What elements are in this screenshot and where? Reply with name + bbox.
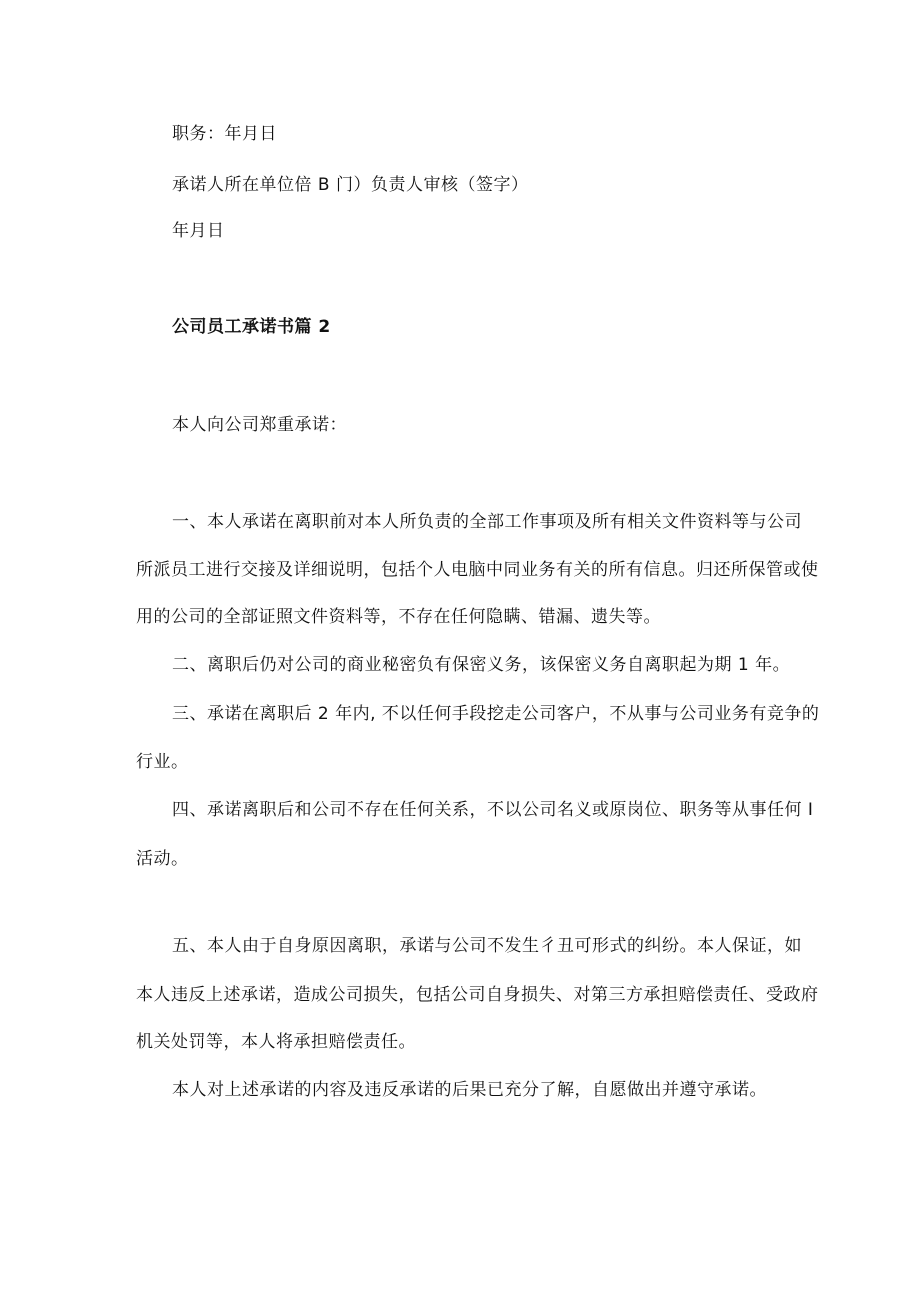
department-review-line: 承诺人所在单位倍 B 门）负责人审核（签字） xyxy=(172,175,529,195)
clause-line: 本人违反上述承诺，造成公司损失，包括公司自身损失、对第三方承担赔偿责任、受政府 xyxy=(136,985,819,1005)
clause-line: 二、离职后仍对公司的商业秘密负有保密义务，该保密义务自离职起为期 1 年。 xyxy=(172,655,791,675)
clause-line: 用的公司的全部证照文件资料等，不存在任何隐瞒、错漏、遗失等。 xyxy=(136,607,661,627)
clause-line: 所派员工进行交接及详细说明，包括个人电脑中同业务有关的所有信息。归还所保管或使 xyxy=(136,560,819,580)
clause-line: 五、本人由于自身原因离职，承诺与公司不发生彳丑可形式的纠纷。本人保证，如 xyxy=(172,936,802,956)
position-date-line: 职务：年月日 xyxy=(172,124,277,144)
clause-line: 三、承诺在离职后 2 年内, 不以任何手段挖走公司客户，不从事与公司业务有竞争的 xyxy=(172,704,820,724)
clause-line: 一、本人承诺在离职前对本人所负责的全部工作事项及所有相关文件资料等与公司 xyxy=(172,512,802,532)
clause-line: 活动。 xyxy=(136,849,189,869)
closing-statement: 本人对上述承诺的内容及违反承诺的后果已充分了解，自愿做出并遵守承诺。 xyxy=(172,1080,767,1100)
section-title: 公司员工承诺书篇 2 xyxy=(172,317,331,337)
date-line: 年月日 xyxy=(172,221,225,241)
clause-line: 四、承诺离职后和公司不存在任何关系，不以公司名义或原岗位、职务等从事任何 I xyxy=(172,800,814,820)
clause-line: 行业。 xyxy=(136,752,189,772)
clause-line: 机关处罚等，本人将承担赔偿责任。 xyxy=(136,1032,416,1052)
intro-line: 本人向公司郑重承诺： xyxy=(172,415,347,435)
